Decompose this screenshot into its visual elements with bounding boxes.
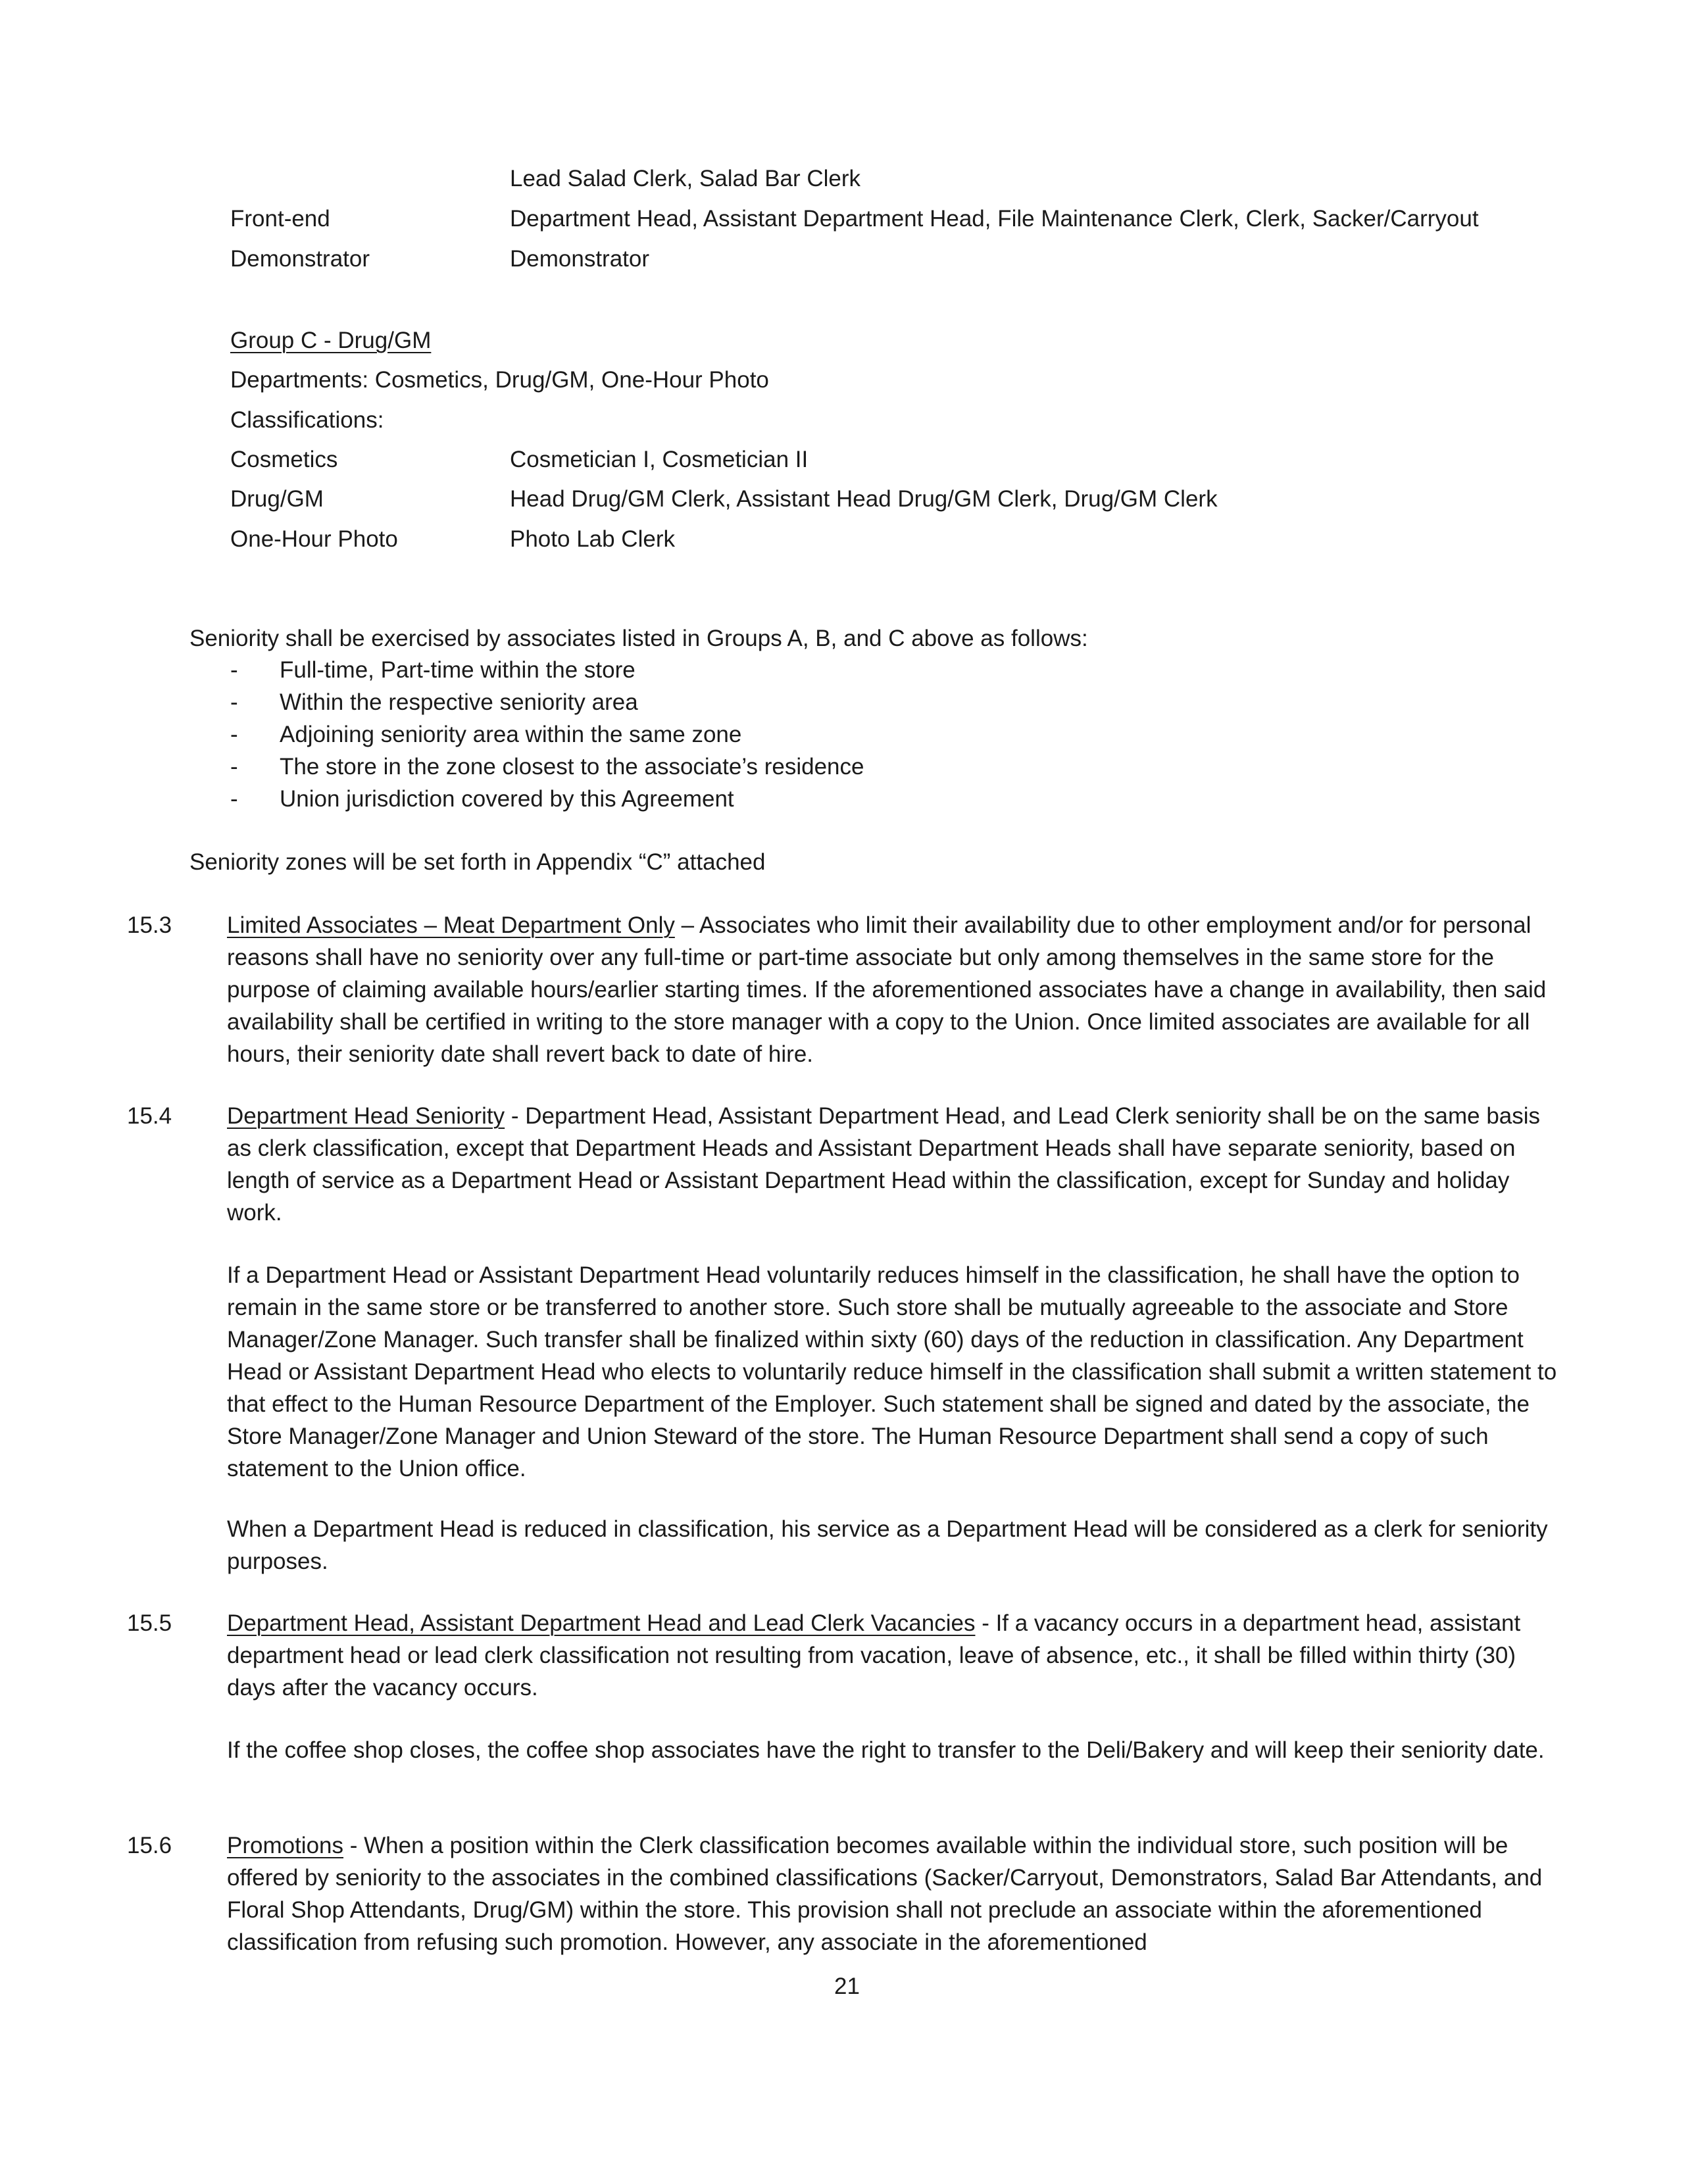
classifications-cell: Head Drug/GM Clerk, Assistant Head Drug/GM Clerk, Drug/GM Clerk: [510, 486, 1218, 512]
table-row: [230, 523, 1612, 555]
section-15-5: [227, 1607, 1559, 1704]
bullet-dash: -: [230, 722, 238, 747]
table-row: [230, 162, 1612, 195]
seniority-zones-note: Seniority zones will be set forth in Appendix “C” attached: [189, 849, 766, 875]
section-text: – Associates who limit their availability due to other employment and/or for personal reasons shall have no seniority over any full-time or part-time associate but only among themselves in the same store for the purpose of claiming available hours/earlier starting times. If the aforementioned associates have a change in availability, then said availability shall be certified in writing to the store manager with a copy to the Union. Once limited associates are available for all hours, their seniority date shall revert back to date of hire.: [227, 912, 1547, 1067]
group-c-departments: Departments: Cosmetics, Drug/GM, One-Hour Photo: [230, 367, 769, 393]
bullet-text: Adjoining seniority area within the same zone: [280, 722, 742, 747]
classifications-cell: Lead Salad Clerk, Salad Bar Clerk: [510, 166, 861, 191]
section-15-5-paragraph-2: [227, 1734, 1559, 1766]
section-number: 15.3: [127, 912, 172, 938]
bullet-dash: -: [230, 689, 238, 715]
table-row: [230, 483, 1612, 515]
department-cell: Front-end: [230, 206, 330, 232]
department-cell: One-Hour Photo: [230, 526, 398, 552]
department-cell: Demonstrator: [230, 246, 370, 272]
table-row: [230, 443, 1612, 476]
classifications-cell: Photo Lab Clerk: [510, 526, 675, 552]
bullet-text: Full-time, Part-time within the store: [280, 657, 635, 683]
group-c-heading: Group C - Drug/GM: [230, 328, 432, 353]
bullet-text: Within the respective seniority area: [280, 689, 638, 715]
section-15-3: [227, 909, 1559, 1070]
bullet-text: Union jurisdiction covered by this Agreement: [280, 786, 734, 812]
group-b-table: [230, 162, 1612, 281]
list-item: [230, 751, 1283, 783]
section-number: 15.6: [127, 1833, 172, 1858]
section-paragraph: [227, 1829, 1559, 1958]
section-15-4-paragraph-2: [227, 1259, 1559, 1485]
section-number: 15.4: [127, 1103, 172, 1129]
list-item: [230, 654, 1283, 686]
section-paragraph: [227, 1100, 1559, 1229]
list-item: [230, 718, 1283, 751]
section-paragraph: When a Department Head is reduced in classification, his service as a Department Head will be considered as a clerk for seniority purposes.: [227, 1516, 1548, 1574]
group-c-classifications-label: Classifications:: [230, 407, 384, 433]
section-15-4-paragraph-3: [227, 1513, 1559, 1577]
department-cell: Drug/GM: [230, 486, 324, 512]
section-paragraph: If the coffee shop closes, the coffee shop associates have the right to transfer to the Deli/Bakery and will keep their seniority date.: [227, 1737, 1545, 1763]
classifications-cell: Department Head, Assistant Department Head, File Maintenance Clerk, Clerk, Sacker/Carryout: [510, 206, 1479, 232]
table-row: [230, 243, 1612, 275]
section-number: 15.5: [127, 1610, 172, 1636]
section-text: - If a vacancy occurs in a department head, assistant department head or lead clerk classification not resulting from vacation, leave of absence, etc., it shall be filled within thirty (30) days after the vacancy occurs.: [227, 1610, 1521, 1700]
department-cell: Cosmetics: [230, 447, 338, 472]
classifications-cell: Cosmetician I, Cosmetician II: [510, 447, 809, 472]
bullet-dash: -: [230, 754, 238, 780]
section-text: - Department Head, Assistant Department Head, and Lead Clerk seniority shall be on the same basis as clerk classification, except that Department Heads and Assistant Department Heads shall have separate seniority, based on length of service as a Department Head or Assistant Department Head within the classification, except for Sunday and holiday work.: [227, 1103, 1541, 1226]
section-paragraph: If a Department Head or Assistant Department Head voluntarily reduces himself in the classification, he shall have the option to remain in the same store or be transferred to another store. Such store shall be mutually agreeable to the associate and Store Manager/Zone Manager. Such transfer shall be finalized within sixty (60) days of the reduction in classification. Any Department Head or Assistant Department Head who elects to voluntarily reduce himself in the classification shall submit a written statement to that effect to the Human Resource Department of the Employer. Such statement shall be signed and dated by the associate, the Store Manager/Zone Manager and Union Steward of the store. The Human Resource Department shall send a copy of such statement to the Union office.: [227, 1262, 1557, 1481]
section-text: - When a position within the Clerk classification becomes available within the individual store, such position will be offered by seniority to the associates in the combined classifications (Sacker/Carryout, Demonstrators, Salad Bar Attendants, and Floral Shop Attendants, Drug/GM) within the store. This provision shall not preclude an associate within the aforementioned classification from refusing such promotion. However, any associate in the aforementioned: [227, 1833, 1543, 1955]
seniority-intro: Seniority shall be exercised by associates listed in Groups A, B, and C above as follows:: [189, 626, 1088, 651]
classifications-cell: Demonstrator: [510, 246, 650, 272]
section-title: Department Head, Assistant Department Head and Lead Clerk Vacancies: [227, 1610, 976, 1636]
list-item: [230, 686, 1283, 718]
section-paragraph: [227, 909, 1559, 1070]
seniority-bullet-list: [230, 654, 1283, 818]
section-title: Department Head Seniority: [227, 1103, 505, 1129]
section-15-6: [227, 1829, 1559, 1958]
page-number: 21: [834, 1973, 860, 1999]
group-c-block: [230, 324, 1612, 561]
list-item: [230, 783, 1283, 815]
bullet-dash: -: [230, 657, 238, 683]
section-title: Limited Associates – Meat Department Only: [227, 912, 675, 938]
bullet-dash: -: [230, 786, 238, 812]
bullet-text: The store in the zone closest to the associate’s residence: [280, 754, 864, 780]
section-15-4: [227, 1100, 1559, 1229]
section-title: Promotions: [227, 1833, 344, 1858]
section-paragraph: [227, 1607, 1559, 1704]
table-row: [230, 203, 1612, 235]
